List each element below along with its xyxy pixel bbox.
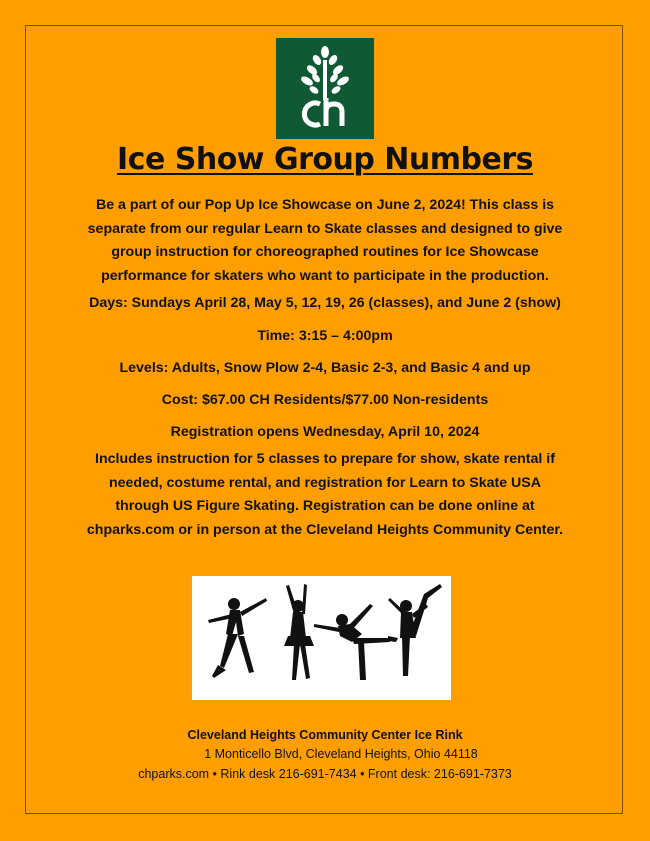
- intro-paragraph: [60, 194, 590, 288]
- page-title: Ice Show Group Numbers: [117, 142, 533, 177]
- intro-line: performance for skaters who want to participate in the production.: [101, 267, 549, 284]
- intro-line: group instruction for choreographed routines for Ice Showcase: [111, 244, 539, 260]
- includes-paragraph: [40, 448, 610, 542]
- footer-address: 1 Monticello Blvd, Cleveland Heights, Ohio 44118: [204, 747, 478, 761]
- includes-line: needed, costume rental, and registration for Learn to Skate USA: [108, 474, 542, 491]
- footer-facility-name: Cleveland Heights Community Center Ice Rink: [187, 728, 463, 742]
- includes-line: chparks.com or in person at the Cleveland Heights Community Center.: [86, 521, 564, 538]
- levels-line: Levels: Adults, Snow Plow 2-4, Basic 2-3, and Basic 4 and up: [119, 360, 531, 376]
- tree-ch-logo-icon: [276, 38, 374, 139]
- days-line: Days: Sundays April 28, May 5, 12, 19, 26 (classes), and June 2 (show): [89, 295, 561, 311]
- registration-line: Registration opens Wednesday, April 10, 2024: [170, 424, 480, 440]
- footer-contact: chparks.com • Rink desk 216-691-7434 • Front desk: 216-691-7373: [138, 767, 512, 781]
- includes-line: Includes instruction for 5 classes to prepare for show, skate rental if: [95, 451, 555, 467]
- figure-skaters-silhouettes-icon: [192, 576, 451, 700]
- time-line: Time: 3:15 – 4:00pm: [257, 328, 393, 344]
- cost-line: Cost: $67.00 CH Residents/$77.00 Non-residents: [161, 392, 489, 408]
- intro-line: Be a part of our Pop Up Ice Showcase on June 2, 2024! This class is: [95, 197, 555, 213]
- includes-line: through US Figure Skating. Registration can be done online at: [115, 498, 535, 514]
- intro-line: separate from our regular Learn to Skate classes and designed to give: [87, 220, 563, 237]
